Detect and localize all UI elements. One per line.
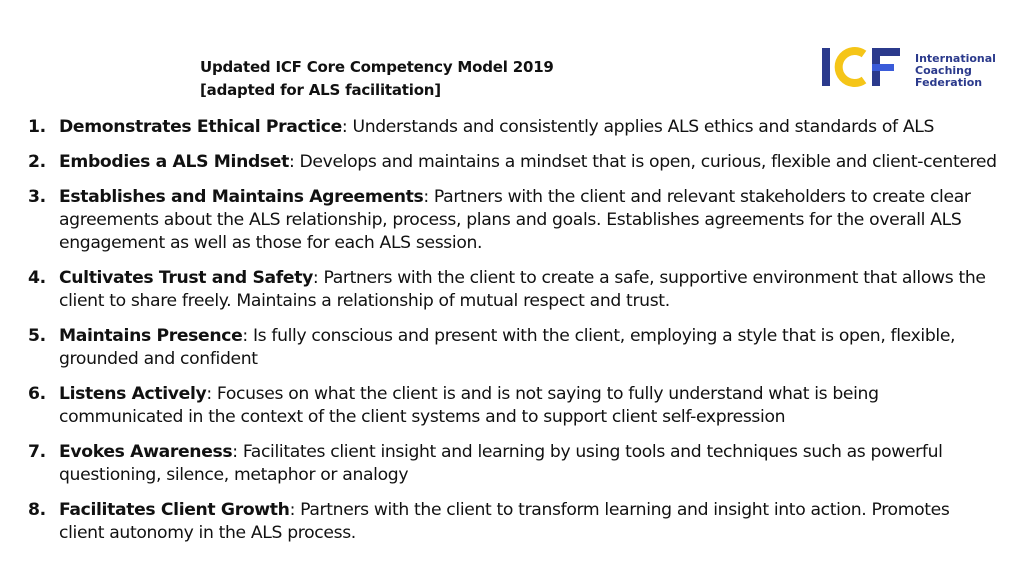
competency-item	[28, 116, 998, 139]
icf-logo	[820, 44, 1000, 94]
item-body	[59, 325, 998, 371]
item-title: Embodies a ALS Mindset	[59, 152, 289, 172]
item-title: Maintains Presence	[59, 326, 243, 346]
page-title	[200, 56, 554, 102]
item-body	[59, 383, 998, 429]
item-number: 5.	[28, 326, 46, 346]
item-title: Demonstrates Ethical Practice	[59, 117, 342, 137]
logo-text-line: International	[915, 52, 996, 65]
title-line-2: [adapted for ALS facilitation]	[200, 81, 441, 99]
icf-logo-mark	[820, 44, 910, 90]
logo-text-line: Coaching	[915, 64, 972, 77]
item-number: 4.	[28, 268, 46, 288]
item-body	[59, 267, 998, 313]
item-title: Establishes and Maintains Agreements	[59, 187, 424, 207]
item-body	[59, 116, 998, 139]
item-number: 8.	[28, 500, 46, 520]
item-description: : Facilitates client insight and learning by using tools and techniques such as powerful questioning, silence, metaphor or analogy	[59, 442, 943, 485]
logo-text-line: Federation	[915, 76, 983, 89]
item-description: : Partners with the client to create a safe, supportive environment that allows the client to share freely. Maintains a relationship of mutual respect and trust.	[59, 268, 986, 311]
competency-item	[28, 441, 998, 487]
item-number: 6.	[28, 384, 46, 404]
item-number: 2.	[28, 152, 46, 172]
item-title: Listens Actively	[59, 384, 207, 404]
item-title: Evokes Awareness	[59, 442, 233, 462]
competency-item	[28, 325, 998, 371]
item-body	[59, 441, 998, 487]
item-description: : Is fully conscious and present with the client, employing a style that is open, flexible, grounded and confident	[59, 326, 956, 369]
item-body	[59, 499, 998, 545]
item-description: : Develops and maintains a mindset that is open, curious, flexible and client-centered	[288, 152, 997, 172]
item-body	[59, 151, 998, 174]
competency-item	[28, 186, 998, 255]
item-title: Cultivates Trust and Safety	[59, 268, 313, 288]
competency-item	[28, 267, 998, 313]
item-body	[59, 186, 998, 255]
item-description: : Understands and consistently applies ALS ethics and standards of ALS	[341, 117, 935, 137]
item-description: : Partners with the client to transform learning and insight into action. Promotes client autonomy in the ALS process.	[59, 500, 950, 543]
item-title: Facilitates Client Growth	[59, 500, 290, 520]
competency-item	[28, 151, 998, 174]
logo-text	[915, 53, 996, 89]
competency-item	[28, 383, 998, 429]
item-number: 7.	[28, 442, 46, 462]
competency-list	[28, 116, 998, 557]
title-line-1: Updated ICF Core Competency Model 2019	[200, 58, 554, 76]
item-description: : Partners with the client and relevant stakeholders to create clear agreements about the ALS relationship, process, plans and goals. Establishes agreements for the overall ALS engagement as well as those for each ALS session.	[59, 187, 971, 253]
item-number: 3.	[28, 187, 46, 207]
competency-item	[28, 499, 998, 545]
item-number: 1.	[28, 117, 46, 137]
item-description: : Focuses on what the client is and is not saying to fully understand what is being communicated in the context of the client systems and to support client self-expression	[59, 384, 879, 427]
